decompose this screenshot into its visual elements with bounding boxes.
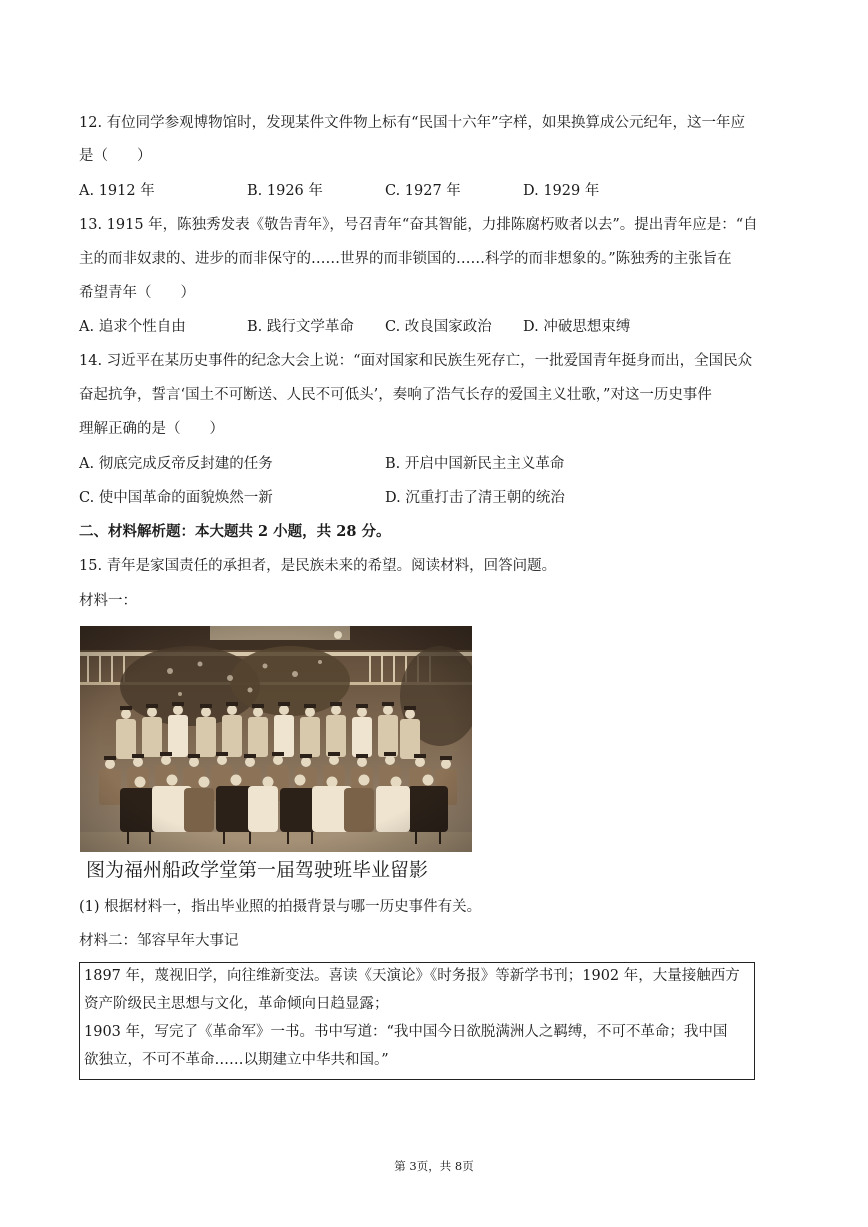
q13-option-a: A. 追求个性自由	[79, 319, 186, 335]
section-heading: 二、材料解析题：本大题共 2 小题，共 28 分。	[79, 523, 391, 540]
q14-option-b: B. 开启中国新民主主义革命	[385, 456, 565, 472]
q14-stem-line3: 理解正确的是（ ）	[79, 421, 224, 437]
q15-intro: 15. 青年是家国责任的承担者，是民族未来的希望。阅读材料，回答问题。	[79, 558, 557, 574]
q14-option-c: C. 使中国革命的面貌焕然一新	[79, 490, 273, 506]
q13-option-c: C. 改良国家政治	[385, 319, 492, 335]
q13-option-b: B. 践行文学革命	[247, 319, 354, 335]
q14-stem-line2: 奋起抗争，誓言‘国土不可断送、人民不可低头’，奏响了浩气长存的爱国主义壮歌，”对这一历史事件	[79, 387, 712, 403]
q14-option-d: D. 沉重打击了清王朝的统治	[385, 490, 565, 506]
q13-stem-line2: 主的而非奴隶的、进步的而非保守的……世界的而非锁国的……科学的而非想象的。”陈独秀的主张旨在	[79, 251, 732, 267]
material2-line-1: 1897 年，蔑视旧学，向往维新变法。喜读《天演论》《时务报》等新学书刊；1902 年，大量接触西方	[84, 968, 740, 984]
q13-stem-line1: 13. 1915 年，陈独秀发表《敬告青年》，号召青年“奋其智能，力排陈腐朽败者以去”。提出青年应是：“自	[79, 217, 758, 233]
material1-label: 材料一：	[79, 593, 137, 609]
material2-box	[79, 962, 755, 1080]
q12-option-c: C. 1927 年	[385, 183, 461, 199]
page-footer: 第 3页，共 8页	[394, 1159, 474, 1173]
q13-option-d: D. 冲破思想束缚	[523, 319, 631, 335]
material2-line-3: 1903 年，写完了《革命军》一书。书中写道：“我中国今日欲脱满洲人之羁缚，不可不革命；我中国	[84, 1024, 728, 1040]
material2-label: 材料二：邹容早年大事记	[79, 933, 239, 949]
q12-option-b: B. 1926 年	[247, 183, 323, 199]
q12-stem-line1: 12. 有位同学参观博物馆时，发现某件文件物上标有“民国十六年”字样，如果换算成公元纪年，这一年应	[79, 115, 745, 131]
material2-line-4: 欲独立，不可不革命……以期建立中华共和国。”	[84, 1052, 389, 1068]
group-photo	[80, 626, 472, 852]
q12-stem-line2: 是（ ）	[79, 148, 152, 164]
q14-option-a: A. 彻底完成反帝反封建的任务	[79, 456, 273, 472]
photo-caption: 图为福州船政学堂第一届驾驶班毕业留影	[86, 859, 429, 881]
q12-option-d: D. 1929 年	[523, 183, 600, 199]
q14-stem-line1: 14. 习近平在某历史事件的纪念大会上说：“面对国家和民族生死存亡，一批爱国青年挺身而出，全国民众	[79, 353, 753, 369]
q15-subquestion-1: (1) 根据材料一，指出毕业照的拍摄背景与哪一历史事件有关。	[79, 899, 482, 915]
q13-stem-line3: 希望青年（ ）	[79, 285, 195, 301]
material2-line-2: 资产阶级民主思想与文化，革命倾向日趋显露；	[84, 996, 389, 1012]
q12-option-a: A. 1912 年	[79, 183, 155, 199]
